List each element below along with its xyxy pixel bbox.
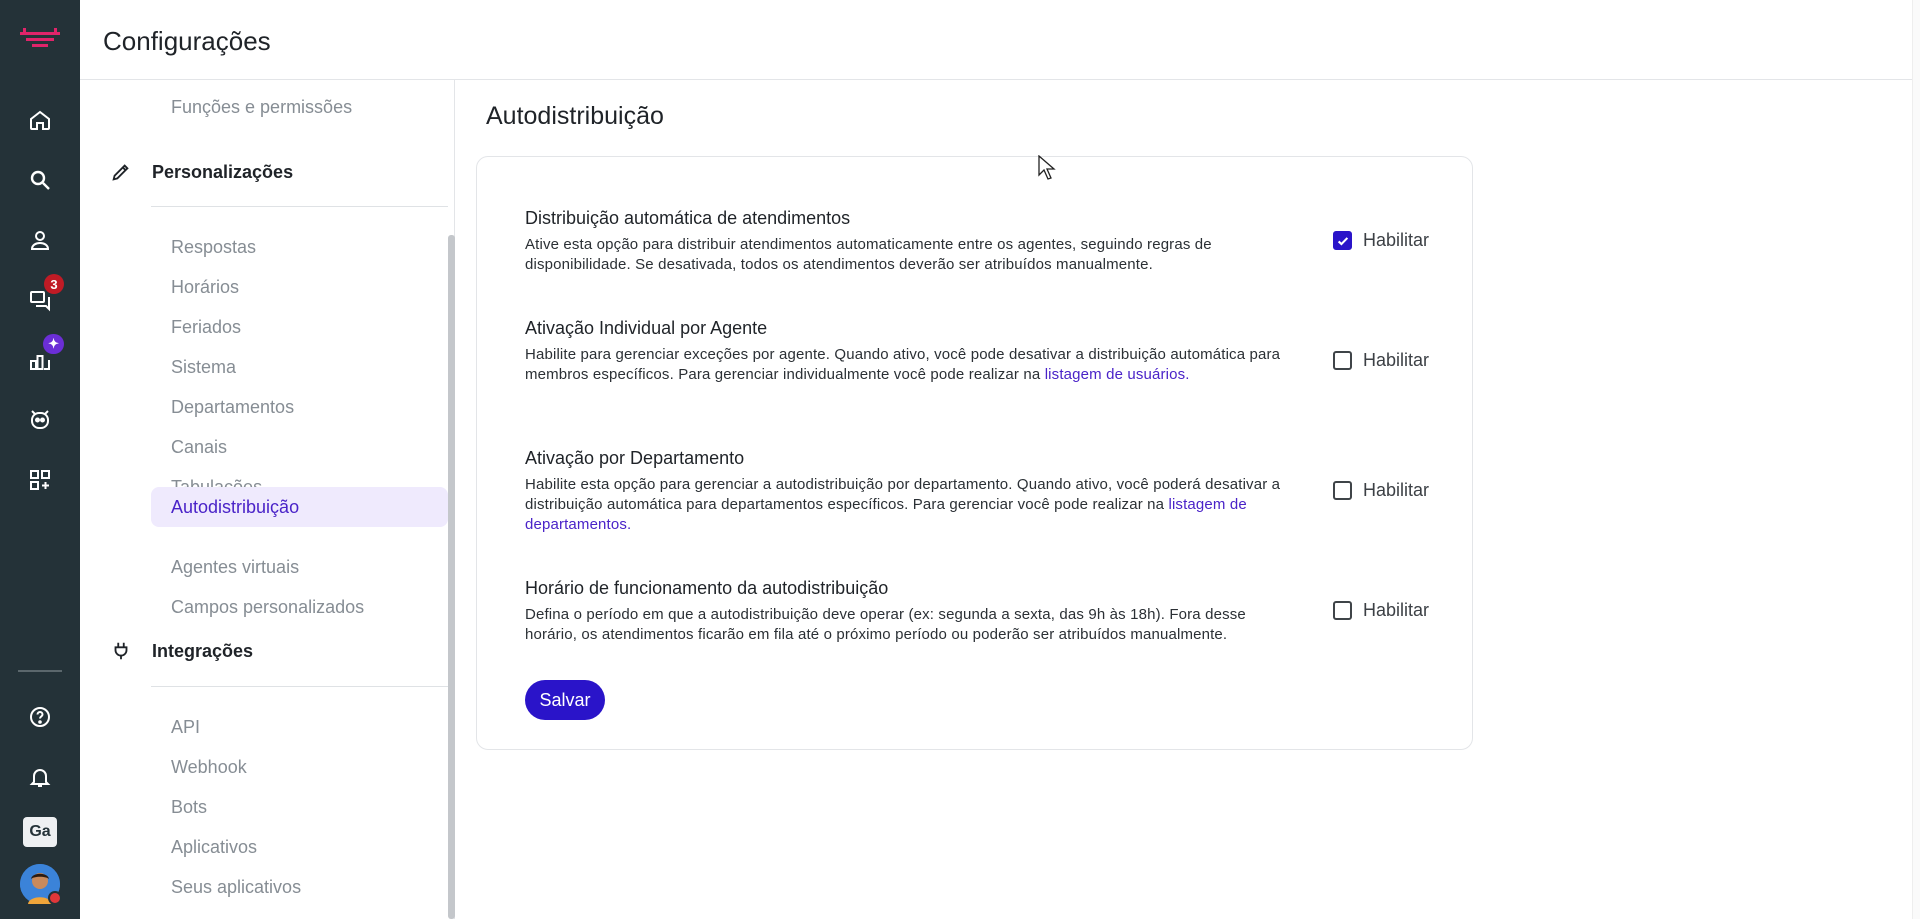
help-button[interactable] — [20, 697, 60, 737]
option-title: Ativação Individual por Agente — [525, 318, 768, 338]
sidebar-scrollbar[interactable] — [448, 235, 455, 919]
checkbox-unchecked[interactable] — [1333, 601, 1352, 620]
checkbox-unchecked[interactable] — [1333, 481, 1352, 500]
home-button[interactable] — [20, 100, 60, 140]
departments-list-link[interactable]: listagem de departamentos. — [525, 496, 1247, 533]
option-description: Habilite para gerenciar exceções por agente. Quando ativo, você pode desativar a distribuição automática para membros específicos. Para gerenciar individualmente você pode realizar na listagem de usuários. — [525, 346, 1281, 383]
sidebar-item-canais[interactable]: Canais — [171, 436, 228, 457]
page-scrollbar[interactable] — [1912, 0, 1920, 919]
checkbox-label: Habilitar — [1363, 350, 1430, 370]
home-icon — [28, 108, 52, 132]
sidebar-group-label: Integrações — [152, 640, 254, 661]
page-header — [80, 0, 1912, 80]
avatar[interactable] — [20, 864, 60, 904]
checkbox-checked[interactable] — [1333, 231, 1352, 250]
section-title: Autodistribuição — [486, 102, 664, 130]
apps-button[interactable] — [20, 460, 60, 500]
search-button[interactable] — [20, 160, 60, 200]
app-rail — [0, 0, 80, 919]
new-feature-badge: ✦ — [43, 334, 64, 354]
sidebar-item-functions-permissions[interactable]: Funções e permissões — [171, 96, 353, 117]
mouse-cursor-icon — [1038, 155, 1056, 181]
status-dot — [48, 891, 62, 905]
sidebar-item-sistema[interactable]: Sistema — [171, 356, 237, 377]
bell-icon — [28, 765, 52, 789]
pencil-icon — [110, 161, 132, 183]
enable-automatic-distribution-checkbox[interactable] — [1333, 230, 1429, 251]
sidebar-item-bots[interactable]: Bots — [171, 796, 208, 817]
plug-icon — [110, 640, 132, 662]
option-title: Horário de funcionamento da autodistribuição — [525, 578, 889, 598]
option-description: Defina o período em que a autodistribuição deve operar (ex: segunda a sexta, das 9h às 18h). Fora desse horário, os atendimentos ficarão em fila até o próximo período ou poderão ser atribuídos manualmente. — [525, 606, 1246, 643]
brand-logo-icon[interactable] — [20, 28, 60, 52]
chats-button[interactable] — [20, 276, 60, 320]
autodistribution-settings-card — [476, 156, 1473, 750]
enable-operating-hours-checkbox[interactable] — [1333, 600, 1429, 621]
enable-department-checkbox[interactable] — [1333, 480, 1429, 501]
reports-button[interactable] — [20, 336, 60, 380]
sidebar-group-integrations — [110, 636, 253, 666]
sidebar-item-horarios[interactable]: Horários — [171, 276, 240, 297]
bots-button[interactable] — [20, 400, 60, 440]
sidebar-item-aplicativos[interactable]: Aplicativos — [171, 836, 258, 857]
sidebar-item-feriados[interactable]: Feriados — [171, 316, 242, 337]
rail-divider — [18, 670, 62, 672]
checkbox-label: Habilitar — [1363, 600, 1430, 620]
sidebar-item-api[interactable]: API — [171, 716, 201, 737]
users-list-link[interactable]: listagem de usuários. — [1044, 366, 1190, 383]
checkbox-unchecked[interactable] — [1333, 351, 1352, 370]
enable-individual-agent-checkbox[interactable] — [1333, 350, 1429, 371]
sidebar-divider — [151, 686, 448, 687]
robot-icon — [28, 408, 52, 432]
sidebar-item-seus-aplicativos[interactable]: Seus aplicativos — [171, 876, 302, 897]
checkbox-label: Habilitar — [1363, 230, 1430, 250]
option-title: Ativação por Departamento — [525, 448, 745, 468]
sidebar-group-label: Personalizações — [152, 161, 294, 182]
page-title: Configurações — [103, 26, 271, 56]
option-description: Habilite esta opção para gerenciar a autodistribuição por departamento. Quando ativo, você poderá desativar a distribuição automática para departamentos específicos. Para gerenciar você pode realizar na listagem de departamentos. — [525, 476, 1281, 533]
help-icon — [28, 705, 52, 729]
sidebar-item-respostas[interactable]: Respostas — [171, 236, 257, 257]
workspace-switcher[interactable]: Ga — [23, 817, 57, 847]
contacts-button[interactable] — [20, 220, 60, 260]
option-description: Ative esta opção para distribuir atendimentos automaticamente entre os agentes, seguindo regras de disponibilidade. Se desativada, todos os atendimentos deverão ser atribuídos manualmente. — [525, 236, 1212, 273]
sidebar-item-agentes-virtuais[interactable]: Agentes virtuais — [171, 556, 300, 577]
option-operating-hours — [525, 578, 1435, 645]
search-icon — [28, 168, 52, 192]
option-department-activation — [525, 448, 1435, 535]
unread-count-badge: 3 — [44, 274, 64, 294]
sidebar-divider — [151, 206, 448, 207]
settings-sidebar — [80, 80, 455, 919]
sidebar-group-personalizations — [110, 157, 293, 187]
option-individual-agent-activation — [525, 318, 1435, 385]
sidebar-item-autodistribuicao[interactable]: Autodistribuição — [151, 487, 448, 527]
sidebar-item-campos-personalizados[interactable]: Campos personalizados — [171, 596, 365, 617]
checkmark-icon — [1336, 234, 1350, 248]
apps-grid-icon — [28, 468, 52, 492]
sidebar-item-departamentos[interactable]: Departamentos — [171, 396, 295, 417]
checkbox-label: Habilitar — [1363, 480, 1430, 500]
person-icon — [28, 228, 52, 252]
option-title: Distribuição automática de atendimentos — [525, 208, 851, 228]
save-button[interactable]: Salvar — [525, 680, 605, 720]
option-automatic-distribution — [525, 208, 1435, 275]
sidebar-item-webhook[interactable]: Webhook — [171, 756, 247, 777]
notifications-button[interactable] — [20, 757, 60, 797]
